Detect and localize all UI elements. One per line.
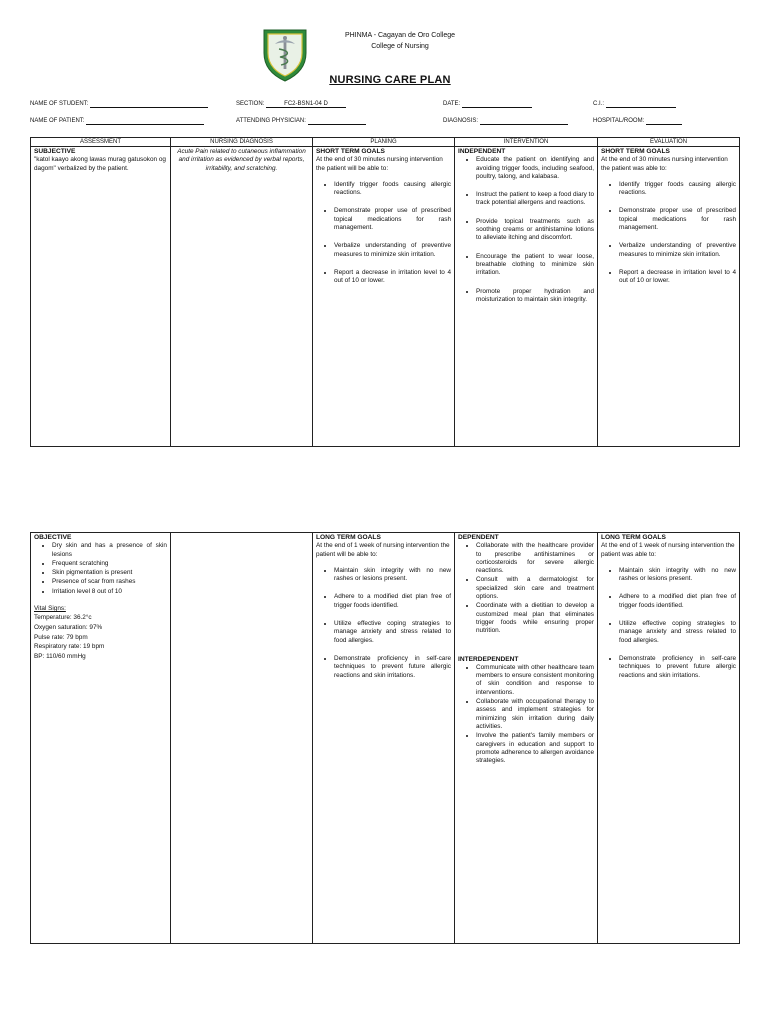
- planning-short-intro: At the end of 30 minutes nursing intervention the patient will be able to:: [316, 156, 443, 172]
- student-name-field: [30, 100, 208, 108]
- page-title: NURSING CARE PLAN: [329, 74, 451, 86]
- list-item: • Collaborate with the healthcare provider to prescribe antihistamines or corticosteroids for severe allergic reactions.: [476, 542, 594, 575]
- intervention-independent-cell: [455, 147, 598, 447]
- list-item: • Educate the patient on identifying and avoiding trigger foods, including seafood, poultry, talong, and kalabasa.: [476, 156, 594, 181]
- evaluation-long-list: [601, 567, 736, 680]
- student-name-line: [90, 100, 208, 108]
- ci-field: [593, 100, 676, 108]
- planning-long-list: [316, 567, 451, 680]
- intervention-collab-cell: [455, 533, 598, 944]
- physician-label: ATTENDING PHYSICIAN:: [236, 118, 306, 124]
- list-item: • Utilize effective coping strategies to manage anxiety and stress related to food allergies.: [619, 620, 736, 645]
- list-item: • Collaborate with occupational therapy to assess and implement strategies for minimizing skin irritation during daily activities.: [476, 698, 594, 731]
- evaluation-short-cell: [598, 147, 740, 447]
- assessment-subjective-cell: [31, 147, 171, 447]
- list-item: • Report a decrease in irritation level to 4 out of 10 or lower.: [619, 269, 736, 286]
- evaluation-short-intro: At the end of 30 minutes nursing intervention the patient was able to:: [601, 156, 728, 172]
- vital-signs-list: [34, 613, 167, 661]
- physician-line: [308, 117, 366, 125]
- section-value: FC2-BSN1-04 D: [266, 100, 346, 108]
- col-intervention: INTERVENTION: [455, 138, 598, 147]
- evaluation-short-list: [601, 181, 736, 286]
- care-plan-table-top: [30, 137, 740, 447]
- date-line: [462, 100, 532, 108]
- list-item: • Communicate with other healthcare team members to ensure consistent monitoring of skin condition and response to interventions.: [476, 664, 594, 697]
- evaluation-long-heading: LONG TERM GOALS: [601, 534, 666, 541]
- dependent-heading: DEPENDENT: [458, 534, 499, 541]
- ci-line: [606, 100, 676, 108]
- list-item: • Frequent scratching: [52, 560, 167, 568]
- objective-heading: OBJECTIVE: [34, 534, 72, 541]
- planning-long-intro: At the end of 1 week of nursing intervention the patient will be able to:: [316, 542, 450, 558]
- list-item: • Dry skin and has a presence of skin lesions: [52, 542, 167, 559]
- dependent-list: [458, 542, 594, 635]
- list-item: • Provide topical treatments such as soothing creams or antihistamine lotions to alleviate itching and discomfort.: [476, 218, 594, 243]
- patient-name-line: [86, 117, 204, 125]
- ci-label: C.I.:: [593, 101, 605, 107]
- room-label: HOSPITAL/ROOM:: [593, 118, 645, 124]
- list-item: • Involve the patient's family members or caregivers in education and support to promote adherence to allergen avoidance strategies.: [476, 732, 594, 765]
- list-item: • Demonstrate proficiency in self-care techniques to prevent future allergic reactions and skin irritations.: [334, 655, 451, 680]
- student-name-label: NAME OF STUDENT:: [30, 101, 89, 107]
- list-item: • Adhere to a modified diet plan free of trigger foods identified.: [334, 593, 451, 610]
- col-planning: PLANING: [313, 138, 455, 147]
- table-row: [31, 147, 740, 447]
- planning-short-list: [316, 181, 451, 286]
- list-item: • Encourage the patient to wear loose, breathable clothing to minimize skin irritation.: [476, 253, 594, 278]
- diagnosis-label: DIAGNOSIS:: [443, 118, 479, 124]
- col-diagnosis: NURSING DIAGNOSIS: [171, 138, 313, 147]
- list-item: • Identify trigger foods causing allergic reactions.: [619, 181, 736, 198]
- col-assessment: ASSESSMENT: [31, 138, 171, 147]
- date-field: [443, 100, 532, 108]
- evaluation-long-cell: [598, 533, 740, 944]
- vital-bp: BP: 110/60 mmHg: [34, 652, 86, 660]
- list-item: • Demonstrate proper use of prescribed topical medications for rash management.: [334, 207, 451, 232]
- independent-list: [458, 156, 594, 304]
- list-item: • Irritation level 8 out of 10: [52, 588, 167, 596]
- physician-field: [236, 117, 366, 125]
- list-item: • Verbalize understanding of preventive measures to minimize skin irritation.: [334, 242, 451, 259]
- vital-respiratory: Respiratory rate: 19 bpm: [34, 643, 105, 651]
- list-item: • Skin pigmentation is present: [52, 569, 167, 577]
- list-item: • Consult with a dermatologist for specialized skin care and treatment options.: [476, 576, 594, 601]
- planning-long-cell: [313, 533, 455, 944]
- list-item: • Presence of scar from rashes: [52, 578, 167, 586]
- room-line: [646, 117, 682, 125]
- list-item: • Utilize effective coping strategies to manage anxiety and stress related to food allergies.: [334, 620, 451, 645]
- evaluation-short-heading: SHORT TERM GOALS: [601, 148, 670, 155]
- college-name: College of Nursing: [371, 43, 429, 50]
- list-item: • Verbalize understanding of preventive measures to minimize skin irritation.: [619, 242, 736, 259]
- interdependent-heading: INTERDEPENDENT: [458, 655, 519, 663]
- patient-name-field: [30, 117, 204, 125]
- col-evaluation: EVALUATION: [598, 138, 740, 147]
- evaluation-long-intro: At the end of 1 week of nursing intervention the patient was able to:: [601, 542, 735, 558]
- list-item: • Demonstrate proper use of prescribed topical medications for rash management.: [619, 207, 736, 232]
- subjective-text: "katol kaayo akong lawas murag gatusokon og dagom" verbalized by the patient.: [34, 156, 166, 172]
- table-header-row: [31, 138, 740, 147]
- list-item: • Demonstrate proficiency in self-care techniques to prevent future allergic reactions and skin irritations.: [619, 655, 736, 680]
- independent-heading: INDEPENDENT: [458, 148, 506, 155]
- vital-temperature: Temperature: 36.2°c: [34, 614, 92, 622]
- list-item: • Report a decrease in irritation level to 4 out of 10 or lower.: [334, 269, 451, 286]
- section-label: SECTION:: [236, 101, 265, 107]
- diagnosis-field: [443, 117, 568, 125]
- interdependent-list: [458, 664, 594, 766]
- diagnosis-cell: [171, 147, 313, 447]
- list-item: • Identify trigger foods causing allergic reactions.: [334, 181, 451, 198]
- section-field: [236, 100, 346, 108]
- assessment-objective-cell: [31, 533, 171, 944]
- care-plan-table-bottom: [30, 532, 740, 944]
- planning-short-cell: [313, 147, 455, 447]
- room-field: [593, 117, 682, 125]
- list-item: • Maintain skin integrity with no new rashes or lesions present.: [619, 567, 736, 584]
- list-item: • Promote proper hydration and moisturization to maintain skin integrity.: [476, 288, 594, 305]
- diagnosis-line: [480, 117, 568, 125]
- objective-list: [34, 542, 167, 596]
- subjective-heading: SUBJECTIVE: [34, 148, 76, 155]
- planning-long-heading: LONG TERM GOALS: [316, 534, 381, 541]
- vital-signs-heading: Vital Signs:: [34, 605, 66, 613]
- list-item: • Instruct the patient to keep a food diary to track potential allergens and reactions.: [476, 191, 594, 208]
- diagnosis-empty-cell: [171, 533, 313, 944]
- list-item: • Maintain skin integrity with no new rashes or lesions present.: [334, 567, 451, 584]
- date-label: DATE:: [443, 101, 461, 107]
- list-item: • Adhere to a modified diet plan free of trigger foods identified.: [619, 593, 736, 610]
- vital-pulse: Pulse rate: 79 bpm: [34, 633, 88, 641]
- diagnosis-text: Acute Pain related to cutaneous inflammation and irritation as evidenced by verbal reports, irritability, and scratching.: [177, 148, 306, 172]
- patient-name-label: NAME OF PATIENT:: [30, 118, 85, 124]
- table-row: [31, 533, 740, 944]
- institution-name: PHINMA - Cagayan de Oro College: [344, 32, 456, 39]
- planning-short-heading: SHORT TERM GOALS: [316, 148, 385, 155]
- vital-oxygen: Oxygen saturation: 97%: [34, 623, 103, 631]
- list-item: • Coordinate with a dietitian to develop a customized meal plan that eliminates trigger foods while ensuring proper nutrition.: [476, 602, 594, 635]
